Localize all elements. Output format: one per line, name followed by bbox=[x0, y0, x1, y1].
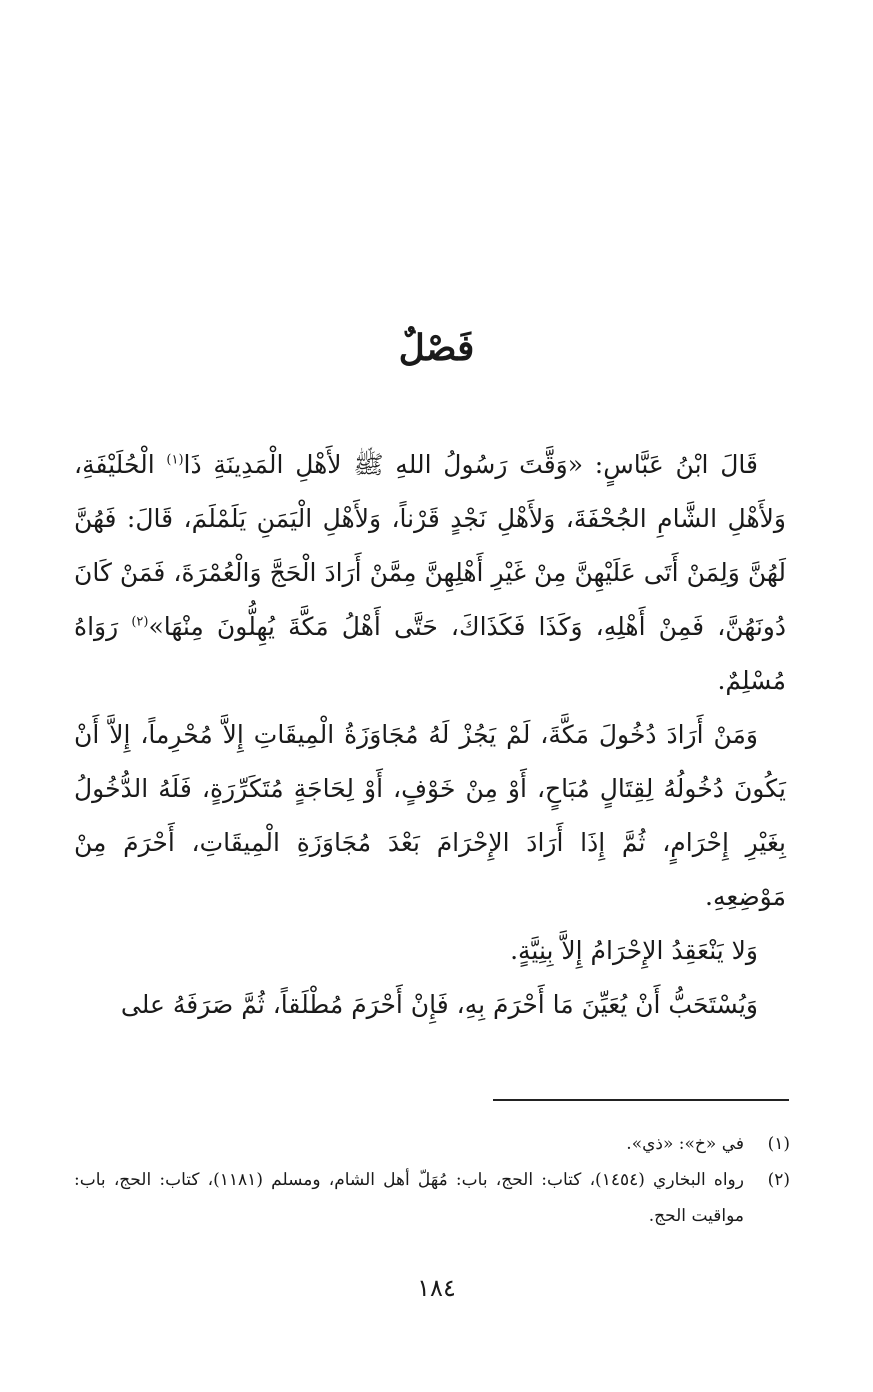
section-heading: فَصْلٌ bbox=[398, 327, 475, 369]
paragraph-hadith bbox=[74, 438, 786, 708]
hadith-text-part2: الْحُلَيْفَةِ، وَلأَهْلِ الشَّامِ الجُحْفَةَ، وَلأَهْلِ نَجْدٍ قَرْناً، وَلأَهْلِ الْيَمَنِ يَلَمْلَمَ، قَالَ: فَهُنَّ لَهُنَّ وَلِمَنْ أَتَى عَلَيْهِنَّ مِنْ غَيْرِ أَهْلِهِنَّ مِمَّنْ أَرَادَ الْحَجَّ وَالْعُمْرَةَ، فَمَنْ كَانَ دُونَهُنَّ، فَمِنْ أَهْلِهِ، وَكَذَا فَكَذَاكَ، حَتَّى أَهْلُ مَكَّةَ يُهِلُّونَ مِنْهَا» bbox=[74, 450, 786, 641]
footnote-ref-1[interactable]: (١) bbox=[166, 452, 184, 468]
footnote-divider bbox=[493, 1099, 789, 1101]
paragraph-specifying: وَيُسْتَحَبُّ أَنْ يُعَيِّنَ مَا أَحْرَمَ بِهِ، فَإِنْ أَحْرَمَ مُطْلَقاً، ثُمَّ صَرَفَهُ على bbox=[120, 990, 758, 1019]
paragraph-intention: وَلا يَنْعَقِدُ الإِحْرَامُ إِلاَّ بِنِيَّةٍ. bbox=[510, 936, 758, 965]
footnotes bbox=[74, 1126, 790, 1234]
page-number: ١٨٤ bbox=[417, 1274, 456, 1302]
main-text bbox=[74, 438, 786, 1032]
footnote-text: في «خ»: «ذي». bbox=[626, 1134, 744, 1154]
paragraph-entering-makkah: وَمَنْ أَرَادَ دُخُولَ مَكَّةَ، لَمْ يَجُزْ لَهُ مُجَاوَزَةُ الْمِيقَاتِ إِلاَّ مُحْرِماً، إِلاَّ أَنْ يَكُونَ دُخُولُهُ لِقِتَالٍ مُبَاحٍ، أَوْ مِنْ خَوْفٍ، أَوْ لِحَاجَةٍ مُتَكَرِّرَةٍ، فَلَهُ الدُّخُولُ بِغَيْرِ إِحْرَامٍ، ثُمَّ إِذَا أَرَادَ الإِحْرَامَ بَعْدَ مُجَاوَزَةِ الْمِيقَاتِ، أَحْرَمَ مِنْ مَوْضِعِهِ. bbox=[74, 720, 786, 911]
footnote-text: رواه البخاري (١٤٥٤)، كتاب: الحج، باب: مُهَلّ أهل الشام، ومسلم (١١٨١)، كتاب: الحج، باب: مواقيت الحج. bbox=[74, 1170, 744, 1226]
hadith-text-part1: قَالَ ابْنُ عَبَّاسٍ: «وَقَّتَ رَسُولُ اللهِ ﷺ لأَهْلِ الْمَدِينَةِ ذَا bbox=[183, 450, 758, 479]
footnote-number: (١) bbox=[767, 1134, 790, 1154]
footnote-ref-2[interactable]: (٢) bbox=[131, 614, 149, 630]
footnote-2 bbox=[74, 1162, 790, 1234]
hadith-text-part3: رَوَاهُ مُسْلِمٌ. bbox=[74, 612, 786, 695]
footnote-1 bbox=[74, 1126, 790, 1162]
footnote-number: (٢) bbox=[767, 1170, 790, 1190]
